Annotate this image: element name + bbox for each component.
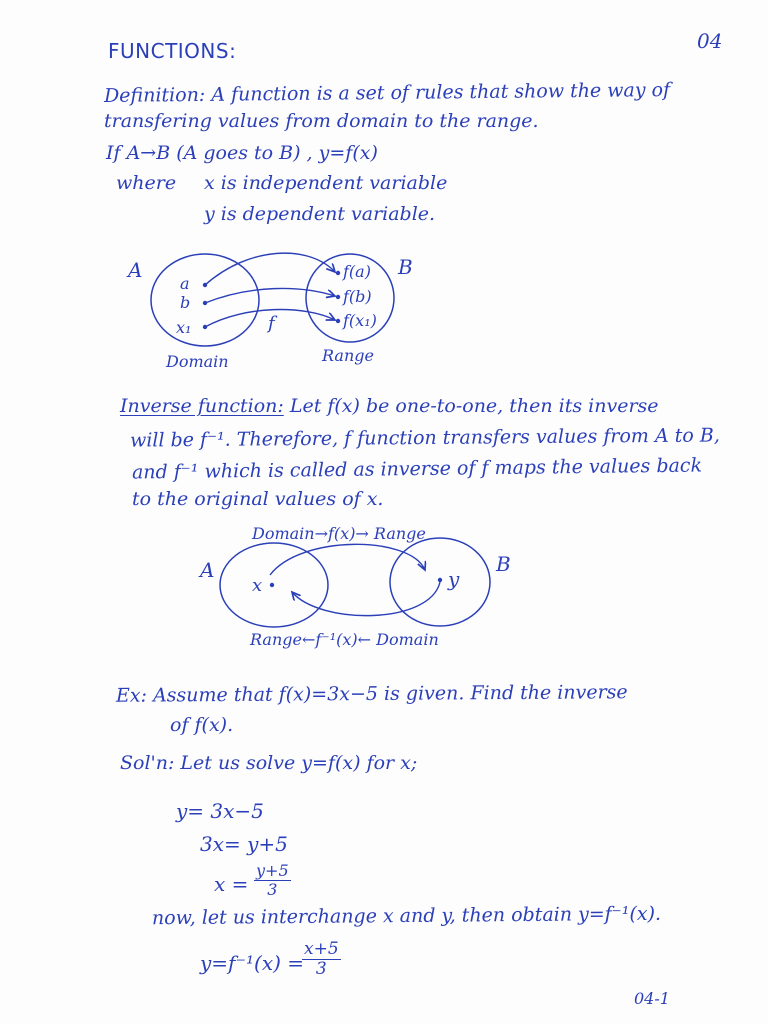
definition-line-3: If A→B (A goes to B) , y=f(x)	[106, 142, 378, 164]
backward-arrow	[292, 582, 440, 616]
equation-3-numerator: y+5	[256, 861, 289, 880]
page-number-tag: 04	[697, 29, 723, 53]
inverse-line-4: to the original values of x.	[132, 488, 384, 510]
inverse-heading-text: Inverse function:	[120, 395, 284, 417]
page-title: FUNCTIONS:	[108, 39, 237, 63]
domain-label: Domain	[166, 352, 229, 371]
inverse-mapping-label: Range←f⁻¹(x)← Domain	[250, 630, 439, 649]
equation-3-denominator: 3	[267, 880, 278, 899]
set-a-label-2: A	[200, 558, 215, 582]
where-label: where	[116, 172, 177, 194]
domain-point-x1: x₁	[176, 318, 192, 337]
point-y: y	[448, 567, 460, 591]
equation-3-fraction	[254, 862, 291, 899]
equation-2: 3x= y+5	[200, 832, 288, 856]
range-label: Range	[322, 346, 374, 365]
domain-point-b: b	[180, 293, 191, 312]
set-b-label-2: B	[496, 552, 511, 576]
interchange-line: now, let us interchange x and y, then obtain y=f⁻¹(x).	[151, 902, 662, 930]
final-numerator: x+5	[304, 939, 339, 959]
final-denominator: 3	[315, 959, 327, 979]
forward-mapping-label: Domain→f(x)→ Range	[252, 524, 426, 543]
definition-line-1: Definition: A function is a set of rules that show the way of	[103, 79, 671, 107]
definition-line-2: transfering values from domain to the range.	[104, 110, 539, 132]
point-x: x	[252, 575, 263, 596]
range-point-fb: f(b)	[343, 287, 372, 306]
range-point-fx1: f(x₁)	[343, 311, 377, 330]
where-x-line: x is independent variable	[204, 172, 448, 194]
footer-page-tag: 04-1	[634, 989, 670, 1008]
domain-point-a: a	[180, 274, 190, 293]
example-line-2: of f(x).	[170, 714, 234, 736]
example-line-1: Ex: Assume that f(x)=3x−5 is given. Find the inverse	[115, 681, 628, 707]
inverse-line-3: and f⁻¹ which is called as inverse of f maps the values back	[131, 454, 703, 484]
final-equation-lhs: y=f⁻¹(x) =	[200, 951, 305, 975]
range-point-fa: f(a)	[343, 262, 371, 281]
solution-line: Sol'n: Let us solve y=f(x) for x;	[120, 752, 418, 774]
final-fraction	[302, 940, 341, 979]
set-a-label: A	[128, 258, 143, 282]
inverse-line-1-rest: Let f(x) be one-to-one, then its inverse	[289, 395, 659, 417]
equation-3-lhs: x =	[214, 872, 249, 896]
set-b-label: B	[398, 255, 413, 279]
function-f-label: f	[268, 313, 275, 334]
inverse-line-2: will be f⁻¹. Therefore, f function transfers values from A to B,	[129, 424, 720, 452]
equation-1: y= 3x−5	[176, 799, 264, 823]
forward-arrow	[270, 544, 425, 575]
where-y-line: y is dependent variable.	[204, 203, 436, 225]
